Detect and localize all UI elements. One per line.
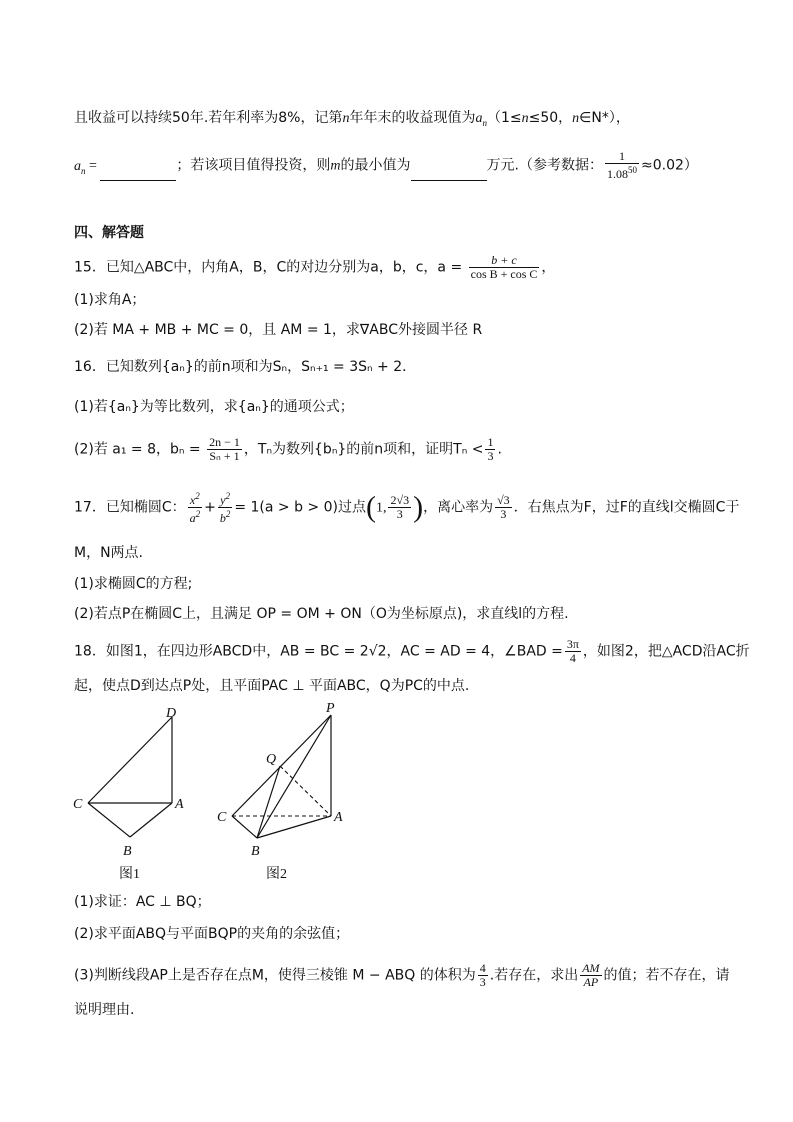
q15-part-2: (2)若 MA + MB + MC = 0，且 AM = 1，求∇ABC外接圆半径 R <box>74 322 483 338</box>
q17-stem-cont: M，N两点. <box>74 545 144 561</box>
fig1-label-D: D <box>166 706 177 721</box>
fig2-label-P: P <box>326 701 335 716</box>
q18-stem-cont: 起，使点D到达点P处，且平面PAC ⊥ 平面ABC，Q为PC的中点. <box>74 678 470 694</box>
q17-part-2: (2)若点P在椭圆C上，且满足 OP = OM + ON（O为坐标原点)，求直线l的方程. <box>74 606 569 622</box>
fig2-label-Q: Q <box>266 752 277 767</box>
q18-figures <box>60 700 380 890</box>
q18-part-3: (3)判断线段AP上是否存在点M，使得三棱锥 M − ABQ 的体积为 $\frac{4}{3}$ .若存在，求出 $\frac{AM}{AP}$ 的值；若不存在，请 <box>74 961 730 989</box>
fig1-label-B: B <box>123 844 132 859</box>
figure-2 <box>217 701 343 882</box>
q15-part-1: (1)求角A； <box>74 292 146 308</box>
fig2-label-A: A <box>334 810 343 825</box>
q16-part-2: (2)若 a₁ = 8，bₙ = $\frac{2n - 1}{\text{Sₙ + 1}}$ ，Tₙ为数列{bₙ}的前n项和，证明Tₙ < $\frac{1}{3}$ . <box>74 435 502 463</box>
ref-fraction: $\frac{1}{1.08^{50}}$ <box>606 149 637 181</box>
q17-stem: 17．已知椭圆C： $\frac{x^2}{a^2}$ + $\frac{y^2}{b^2}$ = 1(a > b > 0)过点(1, $\frac{2√3}{3}$ )，离心率为 $\frac{√3}{3}$ ．右焦点为F，过F的直线l交椭圆C于 <box>74 490 740 525</box>
fig2-label-C: C <box>217 810 227 825</box>
q15-stem: 15．已知△ABC中，内角A，B，C的对边分别为a，b，c，a = $\frac{b + c}{\text{cos B + cos C}}$ ， <box>74 253 556 281</box>
figure-2-caption: 图2 <box>266 867 287 882</box>
q18-part-2: (2)求平面ABQ与平面BQP的夹角的余弦值； <box>74 926 350 942</box>
q18-part-1: (1)求证：AC ⊥ BQ； <box>74 894 211 910</box>
figure-1-caption: 图1 <box>119 867 140 882</box>
section-heading: 四、解答题 <box>74 225 144 241</box>
q17-part-1: (1)求椭圆C的方程; <box>74 576 193 592</box>
fig1-label-A: A <box>175 797 184 812</box>
q15-fraction: $\frac{b + c}{\text{cos B + cos C}}$ <box>470 253 538 281</box>
answer-blank-an[interactable] <box>100 166 176 181</box>
fragment-line-2: $a_n$ = ；若该项目值得投资，则m的最小值为 万元.（参考数据： $\frac{1}{1.08^{50}}$ ≈0.02） <box>74 149 698 181</box>
fig1-label-C: C <box>73 797 83 812</box>
fig2-label-B: B <box>251 844 260 859</box>
q18-part-3-cont: 说明理由. <box>74 1002 135 1018</box>
answer-blank-m[interactable] <box>411 166 487 181</box>
q16-part-1: (1)若{aₙ}为等比数列，求{aₙ}的通项公式； <box>74 399 354 415</box>
figure-1 <box>73 706 184 882</box>
q18-stem: 18．如图1，在四边形ABCD中，AB = BC = 2√2，AC = AD = 4，∠BAD = $\frac{3\pi}{4}$ ，如图2，把△ACD沿AC折 <box>74 637 750 665</box>
q16-stem: 16．已知数列{aₙ}的前n项和为Sₙ，Sₙ₊₁ = 3Sₙ + 2． <box>74 359 417 375</box>
fragment-line-1: 且收益可以持续50年.若年利率为8%，记第n年年末的收益现值为$a_n(1\le n\le 50$，n∈N*）， <box>74 110 630 128</box>
